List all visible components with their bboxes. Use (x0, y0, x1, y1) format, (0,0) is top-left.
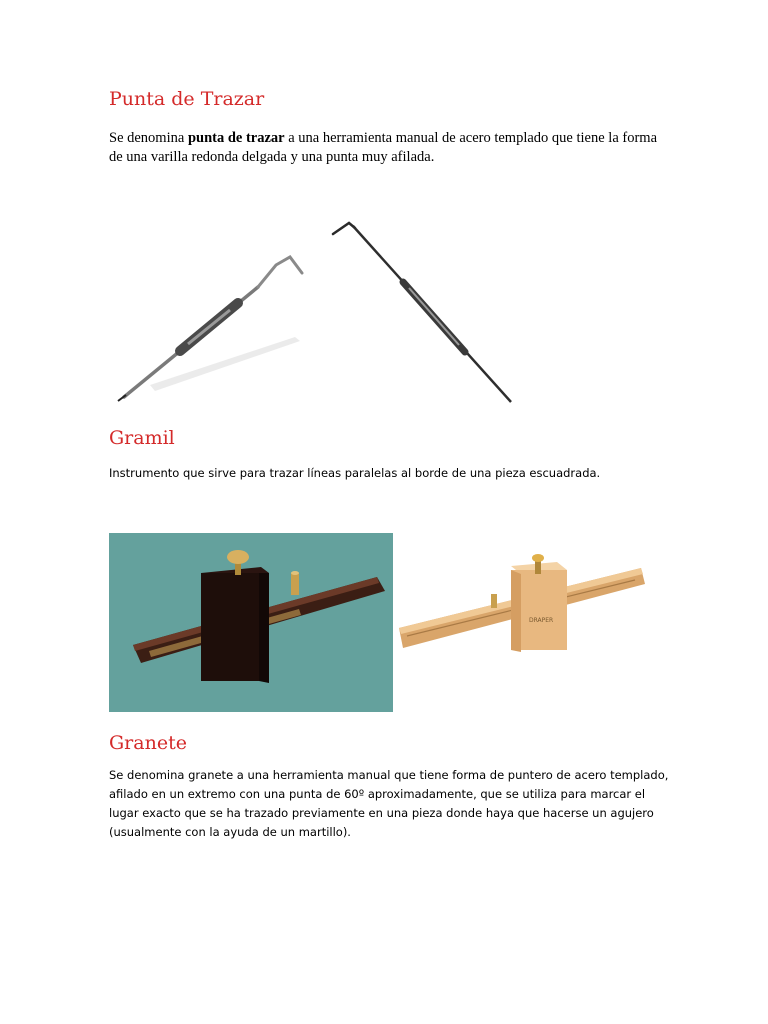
section-text-punta (109, 129, 669, 167)
section-text-granete: Se denomina granete a una herramienta manual que tiene forma de puntero de acero templado, afilado en un extremo con una punta de 60º aproximadamente, que se utiliza para marcar el lugar exacto que se ha trazado previamente en una pieza donde haya que hacerse un agujero (usualmente con la ayuda de un martillo). (109, 768, 669, 839)
section-title-gramil: Gramil (109, 427, 175, 449)
marking-gauge-light-image (397, 548, 647, 658)
text-segment: Se denomina (109, 130, 188, 146)
scriber-right-image (325, 218, 520, 408)
section-title-punta: Punta de Trazar (109, 88, 265, 110)
scriber-left-image (110, 245, 310, 405)
section-title-granete: Granete (109, 732, 187, 754)
marking-gauge-dark-image (109, 533, 393, 712)
section-text-gramil: Instrumento que sirve para trazar líneas paralelas al borde de una pieza escuadrada. (109, 466, 601, 480)
svg-text:DRAPER: DRAPER (529, 617, 554, 624)
bold-term: punta de trazar (187, 130, 285, 146)
text-segment: a una herramienta manual de acero templado que tiene la forma de una varilla redonda delgada y una punta muy afilada. (109, 130, 658, 165)
